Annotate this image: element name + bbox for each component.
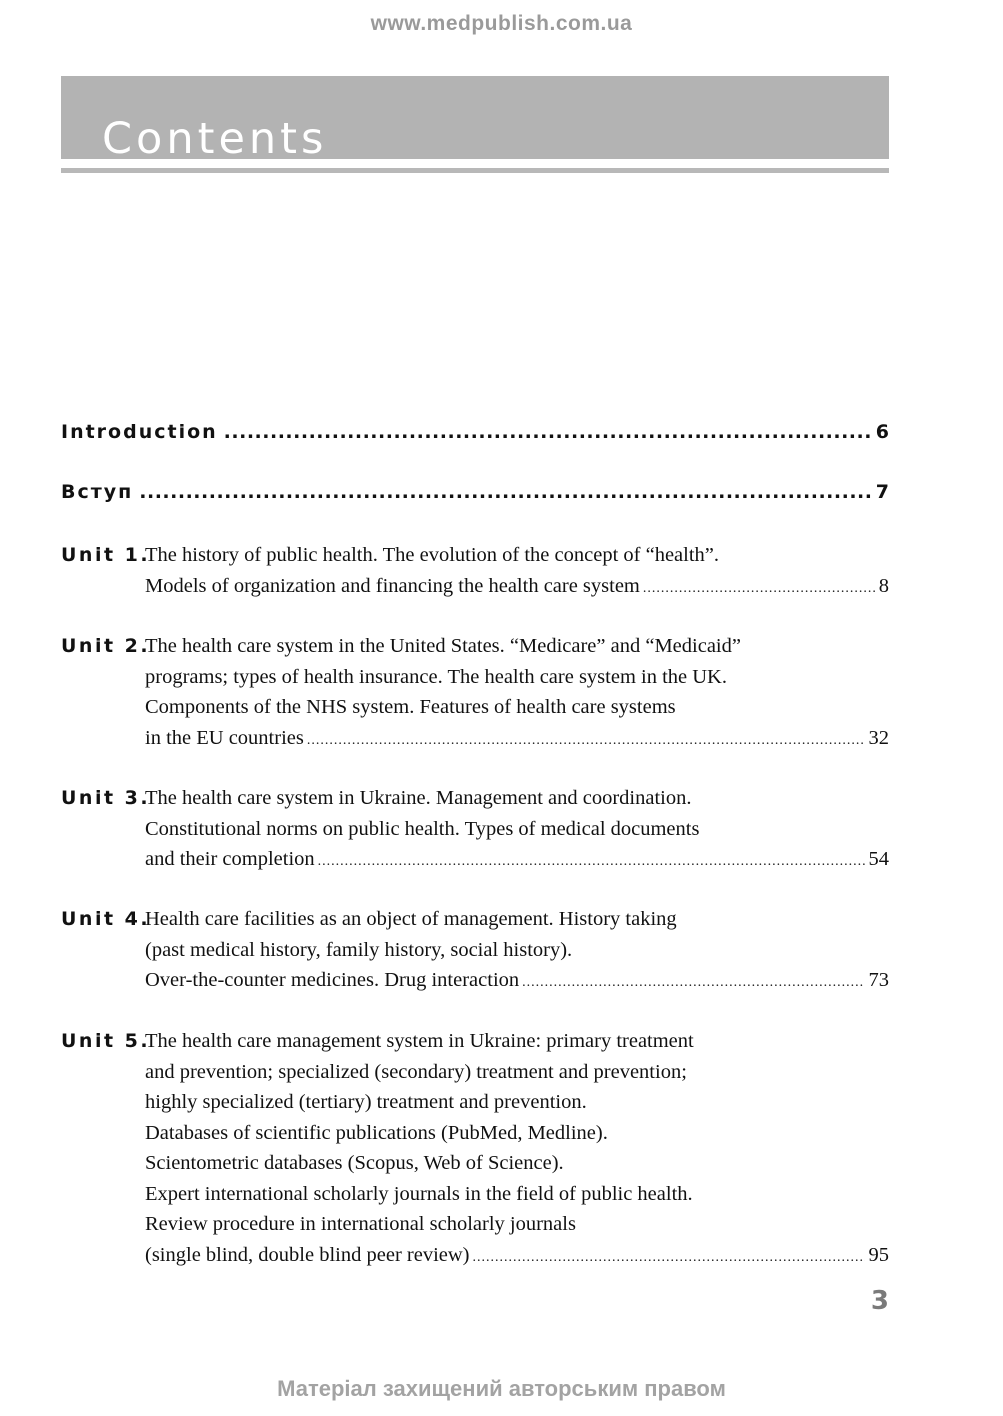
unit-line: The health care management system in Ukraine: primary treatment	[145, 1030, 694, 1052]
unit-label: Unit 5.	[61, 1030, 151, 1052]
toc-entry-page: 54	[868, 848, 889, 870]
unit-label: Unit 4.	[61, 908, 151, 930]
unit-line: Components of the NHS system. Features of health care systems	[145, 696, 676, 718]
unit-label: Unit 3.	[61, 787, 151, 809]
toc-entry-page: 73	[868, 969, 889, 991]
toc-entry-page: 6	[875, 421, 889, 443]
unit-label: Unit 2.	[61, 635, 151, 657]
toc-entry-page: 8	[878, 574, 889, 597]
watermark-bottom: Матеріал захищений авторським правом	[277, 1376, 726, 1401]
unit-line: Databases of scientific publications (PubMed, Medline).	[145, 1121, 608, 1144]
unit-line: and prevention; specialized (secondary) treatment and prevention;	[145, 1060, 687, 1083]
dot-leader	[318, 847, 865, 878]
unit-description	[145, 1026, 889, 1273]
unit-last-line	[145, 1240, 889, 1274]
dot-leader	[643, 574, 875, 605]
unit-description	[145, 904, 889, 999]
unit-description	[145, 540, 889, 604]
unit-line: The health care system in Ukraine. Management and coordination.	[145, 787, 692, 809]
dot-leader	[307, 726, 865, 757]
unit-line: (single blind, double blind peer review)	[145, 1243, 470, 1266]
unit-last-line	[145, 965, 889, 999]
unit-line: and their completion	[145, 848, 315, 870]
unit-description	[145, 783, 889, 878]
toc-entry-vstup[interactable]	[61, 481, 889, 511]
toc-entry-introduction[interactable]	[61, 421, 889, 451]
unit-last-line	[145, 844, 889, 878]
unit-description	[145, 631, 889, 756]
toc-entry-label: Introduction	[61, 421, 218, 443]
unit-last-line	[145, 723, 889, 757]
header-rule	[61, 168, 889, 173]
unit-line: The history of public health. The evolution of the concept of “health”.	[145, 544, 720, 566]
dot-leader	[139, 481, 871, 503]
unit-line: (past medical history, family history, social history).	[145, 938, 573, 961]
page-title: Contents	[102, 114, 328, 164]
unit-line: Over-the-counter medicines. Drug interaction	[145, 969, 520, 991]
unit-line: Health care facilities as an object of management. History taking	[145, 908, 677, 930]
dot-leader	[224, 421, 872, 443]
unit-line: Review procedure in international scholarly journals	[145, 1213, 576, 1235]
unit-last-line	[145, 571, 889, 605]
unit-line: in the EU countries	[145, 726, 304, 749]
toc-entry-page: 95	[868, 1243, 889, 1266]
unit-line: Expert international scholarly journals in the field of public health.	[145, 1182, 693, 1205]
toc-entry-label: Вступ	[61, 481, 134, 503]
toc-entry-page: 32	[868, 726, 889, 749]
page-number: 3	[870, 1286, 889, 1316]
unit-label: Unit 1.	[61, 544, 151, 566]
unit-line: Models of organization and financing the health care system	[145, 574, 640, 597]
toc-entry-page: 7	[875, 481, 889, 503]
unit-line: The health care system in the United States. “Medicare” and “Medicaid”	[145, 635, 741, 657]
watermark-top: www.medpublish.com.ua	[370, 12, 633, 35]
dot-leader	[473, 1243, 865, 1274]
unit-line: Constitutional norms on public health. Types of medical documents	[145, 817, 700, 840]
unit-line: programs; types of health insurance. The health care system in the UK.	[145, 665, 727, 688]
dot-leader	[522, 968, 864, 999]
unit-line: highly specialized (tertiary) treatment and prevention.	[145, 1091, 587, 1113]
unit-line: Scientometric databases (Scopus, Web of Science).	[145, 1152, 564, 1174]
